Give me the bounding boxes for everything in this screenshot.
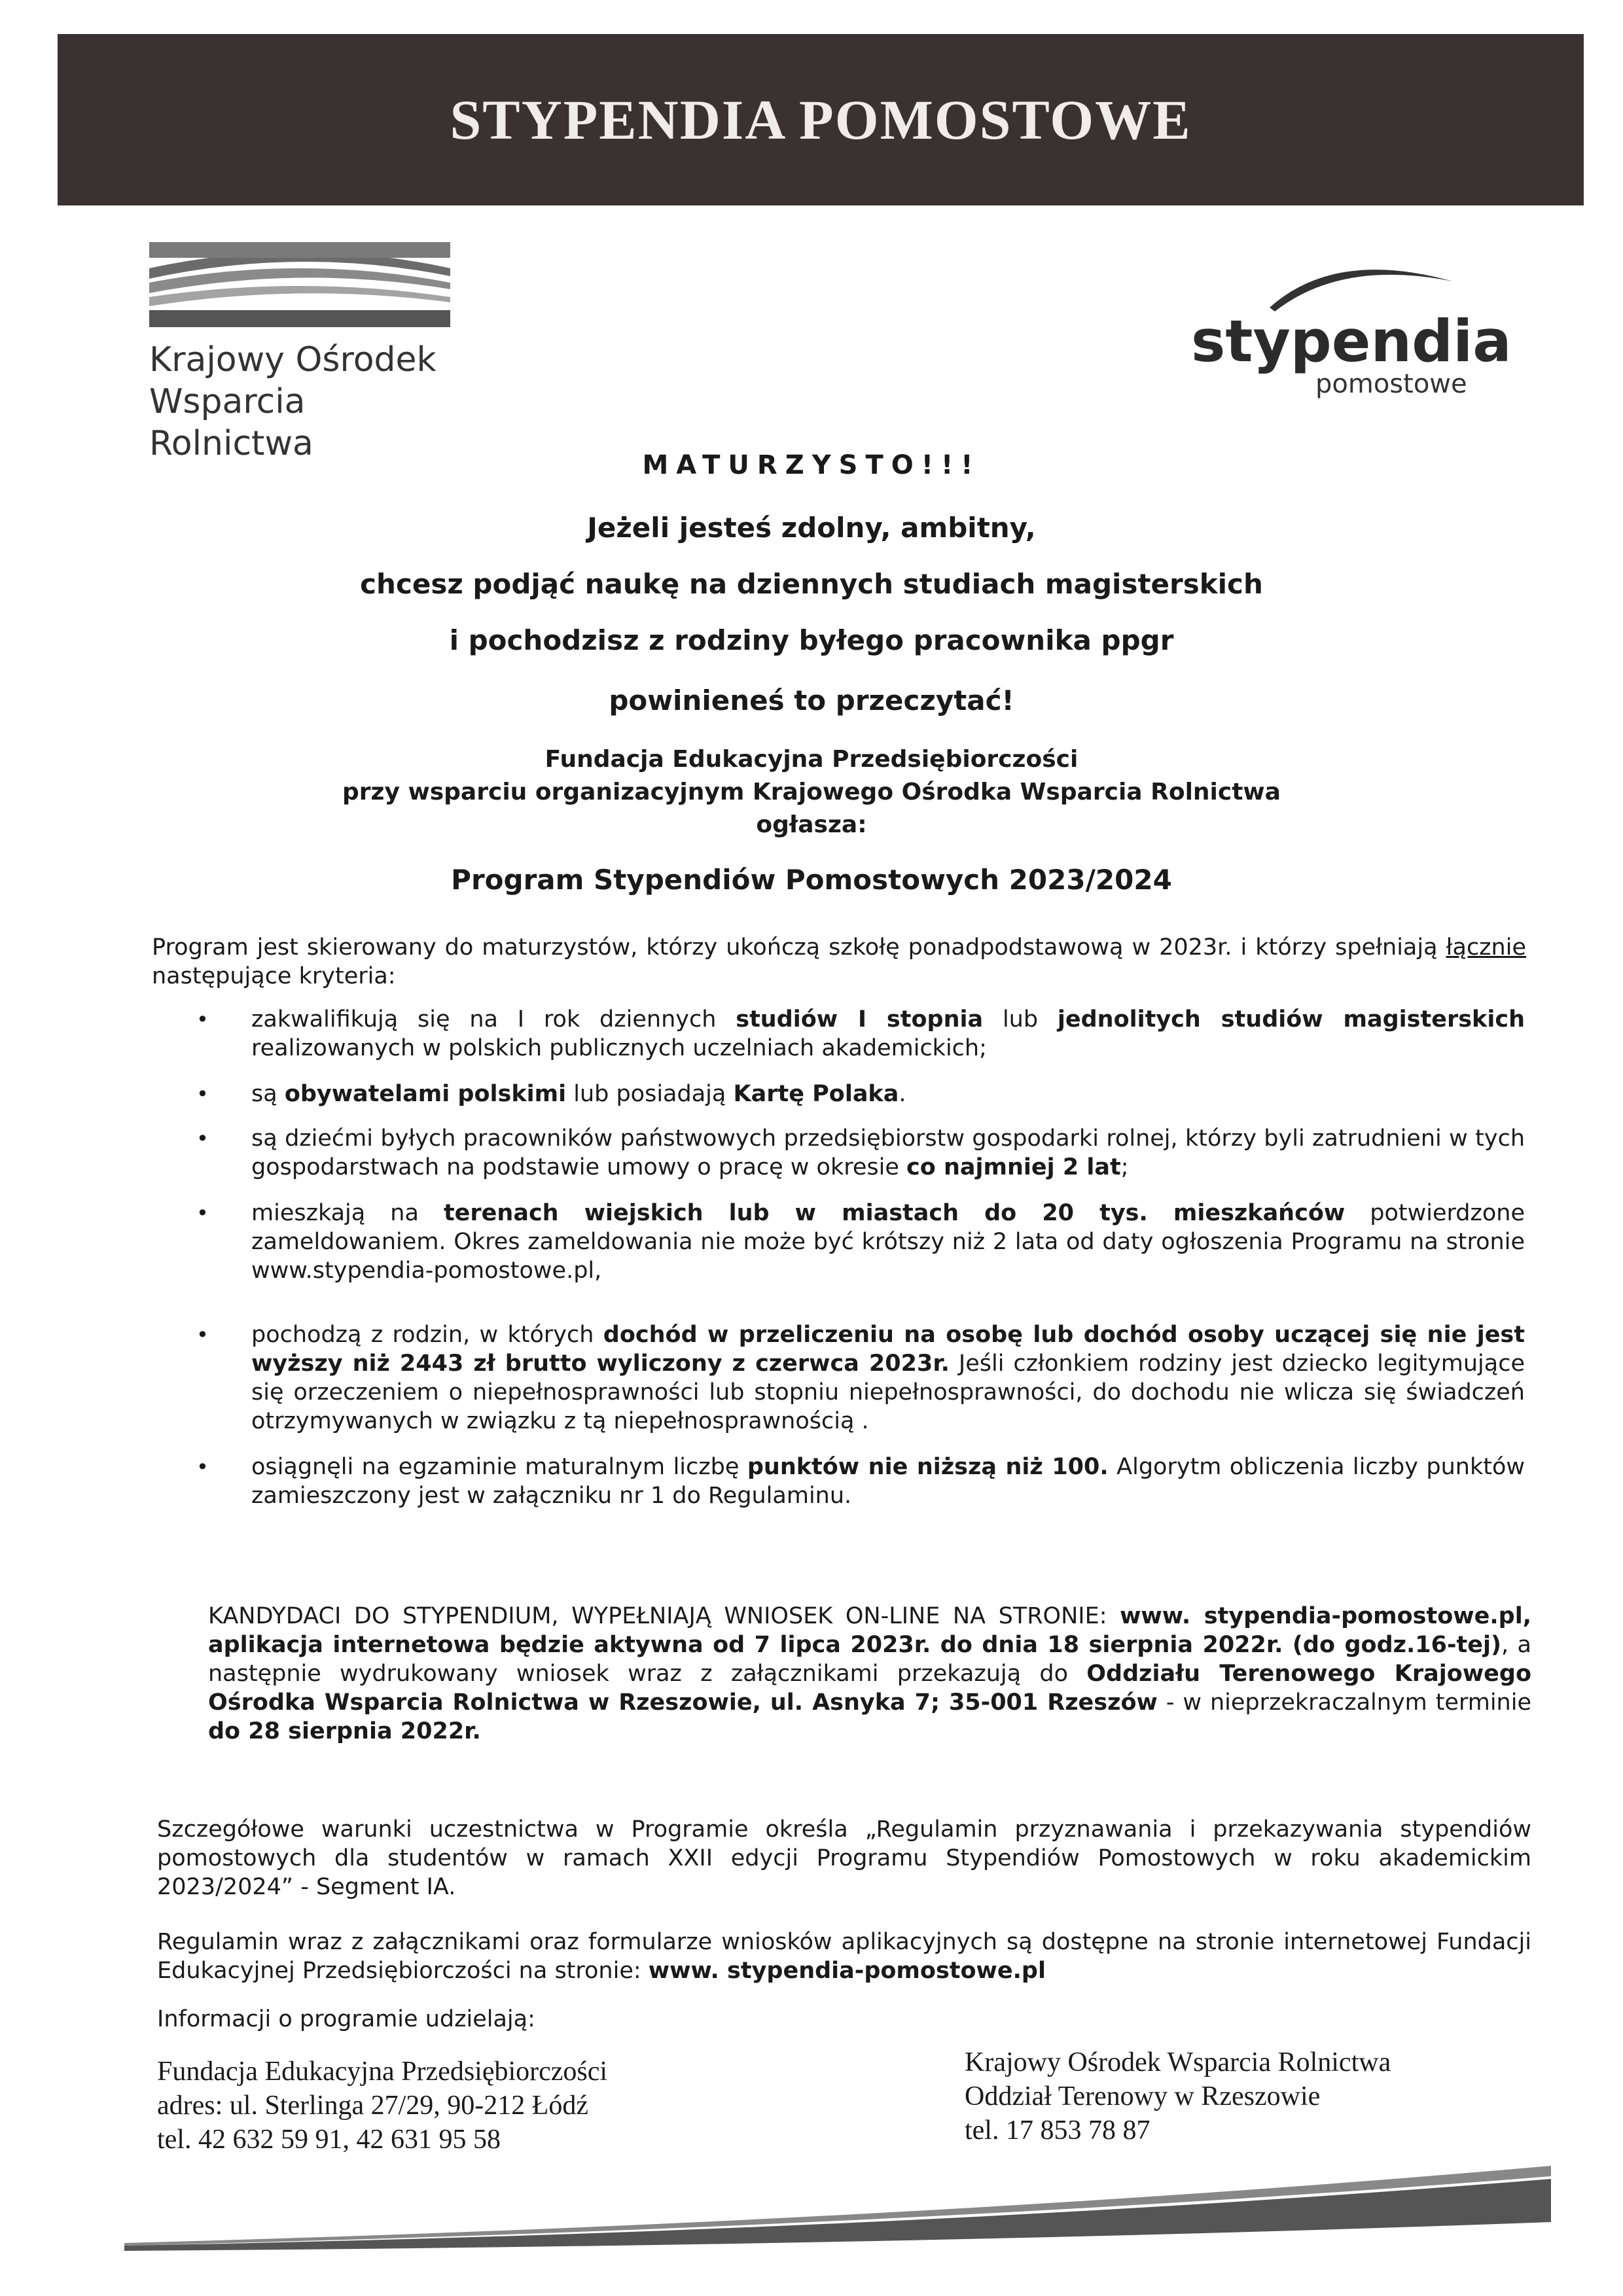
criteria-text: potwierdzone zameldowaniem. Okres zameldowania nie może być krótszy niż 2 lata od daty ogłoszenia Programu na stronie www.stypendia-pomostowe.pl, xyxy=(251,1200,1525,1284)
apply-bold: Oddziału Terenowego Krajowego Ośrodka Wsparcia Rolnictwa w Rzeszowie, ul. Asnyka 7; 35-001 Rzeszów xyxy=(208,1661,1532,1716)
kowr-logo-mark xyxy=(149,242,450,334)
criteria-text: osiągnęli na egzaminie maturalnym liczbę xyxy=(251,1454,747,1480)
details-paragraph: Szczegółowe warunki uczestnictwa w Programie określa „Regulamin przyznawania i przekazywania stypendiów pomostowych dla studentów w ramach XXII edycji Programu Stypendiów Pomostowych w roku akademickim 2023/2024” - Segment IA. xyxy=(157,1816,1531,1900)
kowr-logo-line2: Wsparcia Rolnictwa xyxy=(149,382,313,463)
intro-text-before: Program jest skierowany do maturzystów, którzy ukończą szkołę ponadpodstawową w 2023r. i którzy spełniają xyxy=(152,934,1446,961)
criteria-item xyxy=(196,1124,1525,1182)
criteria-text: mieszkają na xyxy=(251,1200,444,1226)
announcer-line-1: Fundacja Edukacyjna Przedsiębiorczości xyxy=(544,746,1079,773)
heading-line-4: powinieneś to przeczytać! xyxy=(609,684,1014,716)
intro-paragraph xyxy=(152,933,1526,991)
criteria-text: lub xyxy=(983,1006,1058,1033)
page-title: STYPENDIA POMOSTOWE xyxy=(450,88,1192,151)
criteria-bold: jednolitych studiów magisterskich xyxy=(1057,1006,1525,1033)
criteria-item xyxy=(196,1453,1525,1510)
info-label: Informacji o programie udzielają: xyxy=(157,2006,535,2032)
contact-name: Fundacja Edukacyjna Przedsiębiorczości xyxy=(157,2057,608,2087)
heading-line-3: i pochodzisz z rodziny byłego pracownika ppgr xyxy=(449,624,1174,656)
criteria-bold: studiów I stopnia xyxy=(736,1006,984,1033)
criteria-text: Algorytm obliczenia liczby punktów zamieszczony jest w załączniku nr 1 do Regulaminu. xyxy=(251,1454,1525,1509)
kowr-logo-text xyxy=(149,339,450,465)
contact-fundacja xyxy=(157,2055,607,2157)
contact-branch: Oddział Terenowy w Rzeszowie xyxy=(965,2081,1321,2111)
footer-swoosh xyxy=(124,2159,1551,2251)
stypendia-logo-swoosh xyxy=(1191,255,1505,314)
apply-text: KANDYDACI DO STYPENDIUM, WYPEŁNIAJĄ WNIOSEK ON-LINE NA STRONIE: xyxy=(208,1603,1120,1629)
criteria-list xyxy=(196,1005,1525,1510)
apply-text: - w nieprzekraczalnym terminie xyxy=(1157,1689,1531,1716)
regulations-text: Regulamin wraz z załącznikami oraz formularze wniosków aplikacyjnych są dostępne na stronie internetowej Fundacji Edukacyjnej Przedsiębiorczości na stronie: xyxy=(157,1929,1531,1984)
contact-phone: tel. 17 853 78 87 xyxy=(965,2115,1150,2146)
contact-address: adres: ul. Sterlinga 27/29, 90-212 Łódź xyxy=(157,2091,589,2121)
maturzysto-heading: MATURZYSTO!!! xyxy=(642,450,981,480)
criteria-text: pochodzą z rodzin, w których xyxy=(251,1322,603,1348)
criteria-item xyxy=(196,1080,1525,1108)
criteria-text: są xyxy=(251,1081,285,1107)
heading-line-2: chcesz podjąć naukę na dziennych studiach magisterskich xyxy=(360,568,1263,600)
criteria-text: są dziećmi byłych pracowników państwowych przedsiębiorstw gospodarki rolnej, którzy byli zatrudnieni w tych gospodarstwach na podstawie umowy o pracę w okresie xyxy=(251,1125,1525,1180)
contact-phone: tel. 42 632 59 91, 42 631 95 58 xyxy=(157,2125,501,2155)
regulations-paragraph xyxy=(157,1928,1531,1985)
heading-line-1: Jeżeli jesteś zdolny, ambitny, xyxy=(587,512,1036,544)
program-title: Program Stypendiów Pomostowych 2023/2024 xyxy=(451,864,1172,896)
criteria-item xyxy=(196,1199,1525,1285)
criteria-text: zakwalifikują się na I rok dziennych xyxy=(251,1006,736,1033)
criteria-text: Jeśli członkiem rodziny jest dziecko legitymujące się orzeczeniem o niepełnosprawności lub stopniu niepełnosprawności, do dochodu nie wlicza się świadczeń otrzymywanych w związku z tą niepełnosprawnością . xyxy=(251,1351,1525,1434)
criteria-bold: punktów nie niższą niż 100. xyxy=(747,1454,1109,1480)
criteria-text: lub posiadają xyxy=(566,1081,734,1107)
criteria-bold: terenach wiejskich lub w miastach do 20 tys. mieszkańców xyxy=(443,1200,1346,1226)
criteria-text: ; xyxy=(1120,1154,1129,1180)
kowr-logo-line1: Krajowy Ośrodek xyxy=(149,340,437,380)
announcer-line-2: przy wsparciu organizacyjnym Krajowego Ośrodka Wsparcia Rolnictwa xyxy=(342,779,1281,805)
criteria-item xyxy=(196,1005,1525,1063)
application-instructions xyxy=(208,1602,1531,1746)
apply-bold: www. stypendia-pomostowe.pl, aplikacja internetowa będzie aktywna od 7 lipca 2023r. do dnia 18 sierpnia 2022r. (do godz.16-tej) xyxy=(208,1603,1532,1658)
contact-name: Krajowy Ośrodek Wsparcia Rolnictwa xyxy=(965,2047,1391,2077)
criteria-bold: co najmniej 2 lat xyxy=(906,1154,1121,1180)
contact-kowr xyxy=(965,2045,1391,2147)
criteria-item xyxy=(196,1320,1525,1436)
header-banner xyxy=(58,34,1584,205)
criteria-text: . xyxy=(899,1081,906,1107)
apply-text: , a następnie wydrukowany wniosek wraz z załącznikami przekazują do xyxy=(208,1632,1531,1687)
criteria-text: realizowanych w polskich publicznych uczelniach akademickich; xyxy=(251,1035,987,1061)
criteria-bold: Kartę Polaka xyxy=(733,1081,899,1107)
stypendia-logo xyxy=(1191,255,1512,406)
apply-bold: do 28 sierpnia 2022r. xyxy=(208,1718,481,1744)
criteria-bold: dochód w przeliczeniu na osobę lub dochód osoby uczącej się nie jest wyższy niż 2443 zł brutto wyliczony z czerwca 2023r. xyxy=(251,1322,1525,1377)
intro-underlined: łącznie xyxy=(1446,934,1526,961)
stypendia-logo-sub: pomostowe xyxy=(1315,369,1467,399)
criteria-bold: obywatelami polskimi xyxy=(284,1081,567,1107)
intro-text-after: następujące kryteria: xyxy=(152,963,396,989)
regulations-url: www. stypendia-pomostowe.pl xyxy=(648,1958,1046,1984)
kowr-logo xyxy=(149,242,450,463)
announcer-line-3: ogłasza: xyxy=(756,811,867,838)
stypendia-logo-word: stypendia xyxy=(1191,308,1512,375)
